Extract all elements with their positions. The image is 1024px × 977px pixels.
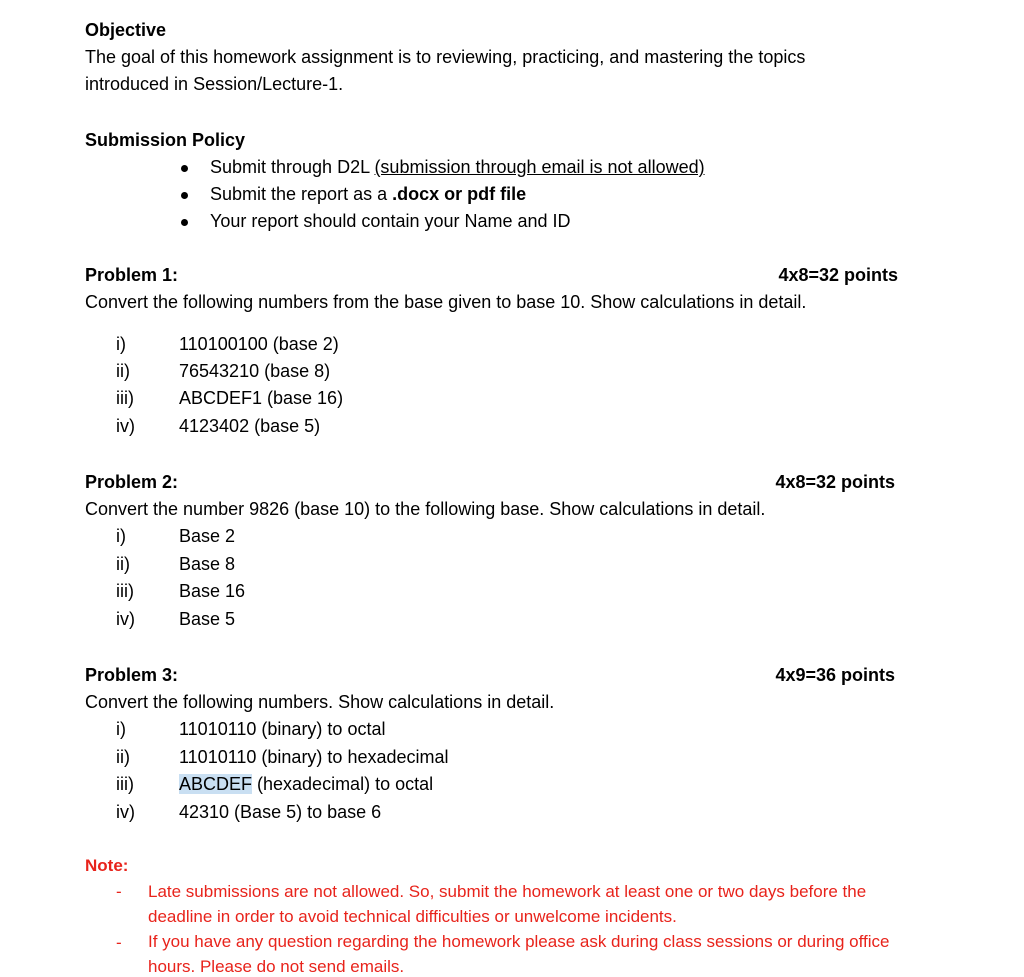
problem1-item-text: 110100100 (base 2) xyxy=(179,334,339,354)
note-dash: - xyxy=(116,933,122,952)
problem3-points: 4x9=36 points xyxy=(775,665,895,685)
note-late-line2: deadline in order to avoid technical difficulties or unwelcome incidents. xyxy=(148,907,677,926)
problem1-item-text: 76543210 (base 8) xyxy=(179,361,331,381)
note-questions-line2: hours. Please do not send emails. xyxy=(148,957,405,976)
submission-file-format: .docx or pdf file xyxy=(392,184,527,204)
bullet-dot xyxy=(181,165,188,172)
note-title: Note: xyxy=(85,856,129,875)
problem2-title: Problem 2: xyxy=(85,472,179,492)
bullet-dot xyxy=(181,192,188,199)
problem2-item-text: Base 2 xyxy=(179,526,236,546)
problem1-title: Problem 1: xyxy=(85,265,179,285)
problem1-item-num: i) xyxy=(116,334,126,354)
problem2-item-text: Base 5 xyxy=(179,609,236,629)
problem3-item-text-rest: (hexadecimal) to octal xyxy=(252,774,434,794)
problem3-item-text: 11010110 (binary) to octal xyxy=(179,719,386,739)
problem3-item-text: 11010110 (binary) to hexadecimal xyxy=(179,747,449,767)
objective-text-line2: introduced in Session/Lecture-1. xyxy=(85,74,344,94)
submission-bullet-format-text: Submit the report as a xyxy=(210,184,393,204)
problem2-item-num: i) xyxy=(116,526,126,546)
problem2-points: 4x8=32 points xyxy=(775,472,895,492)
problem3-item-num: i) xyxy=(116,719,126,739)
problem3-item-text: 42310 (Base 5) to base 6 xyxy=(179,802,382,822)
note-dash: - xyxy=(116,882,122,901)
problem3-title: Problem 3: xyxy=(85,665,179,685)
note-late-line1: Late submissions are not allowed. So, submit the homework at least one or two days before the xyxy=(148,882,867,901)
problem2-instruction: Convert the number 9826 (base 10) to the following base. Show calculations in detail. xyxy=(85,499,766,519)
submission-bullet-format xyxy=(210,184,526,205)
objective-heading: Objective xyxy=(85,20,167,40)
problem3-item-text xyxy=(179,774,433,795)
problem1-item-num: iv) xyxy=(116,416,135,436)
problem2-item-text: Base 8 xyxy=(179,554,236,574)
submission-no-email-note: (submission through email is not allowed) xyxy=(374,157,705,177)
problem1-item-num: ii) xyxy=(116,361,130,381)
note-questions-line1: If you have any question regarding the homework please ask during class sessions or during office xyxy=(148,932,890,951)
submission-bullet-name-id: Your report should contain your Name and ID xyxy=(210,211,571,231)
problem1-points: 4x8=32 points xyxy=(778,265,898,285)
submission-bullet-d2l-text: Submit through D2L xyxy=(210,157,375,177)
submission-heading: Submission Policy xyxy=(85,130,246,150)
highlighted-selection[interactable]: ABCDEF xyxy=(179,774,253,794)
problem1-item-text: ABCDEF1 (base 16) xyxy=(179,388,344,408)
problem3-item-num: iv) xyxy=(116,802,135,822)
problem1-instruction: Convert the following numbers from the base given to base 10. Show calculations in detail. xyxy=(85,292,807,312)
objective-text-line1: The goal of this homework assignment is to reviewing, practicing, and mastering the topics xyxy=(85,47,806,67)
problem2-item-text: Base 16 xyxy=(179,581,246,601)
problem3-item-num: ii) xyxy=(116,747,130,767)
problem2-item-num: iv) xyxy=(116,609,135,629)
problem2-item-num: ii) xyxy=(116,554,130,574)
submission-bullet-d2l xyxy=(210,157,705,178)
problem3-instruction: Convert the following numbers. Show calculations in detail. xyxy=(85,692,555,712)
bullet-dot xyxy=(181,219,188,226)
problem1-item-text: 4123402 (base 5) xyxy=(179,416,321,436)
problem3-item-num: iii) xyxy=(116,774,134,794)
problem2-item-num: iii) xyxy=(116,581,134,601)
problem1-item-num: iii) xyxy=(116,388,134,408)
